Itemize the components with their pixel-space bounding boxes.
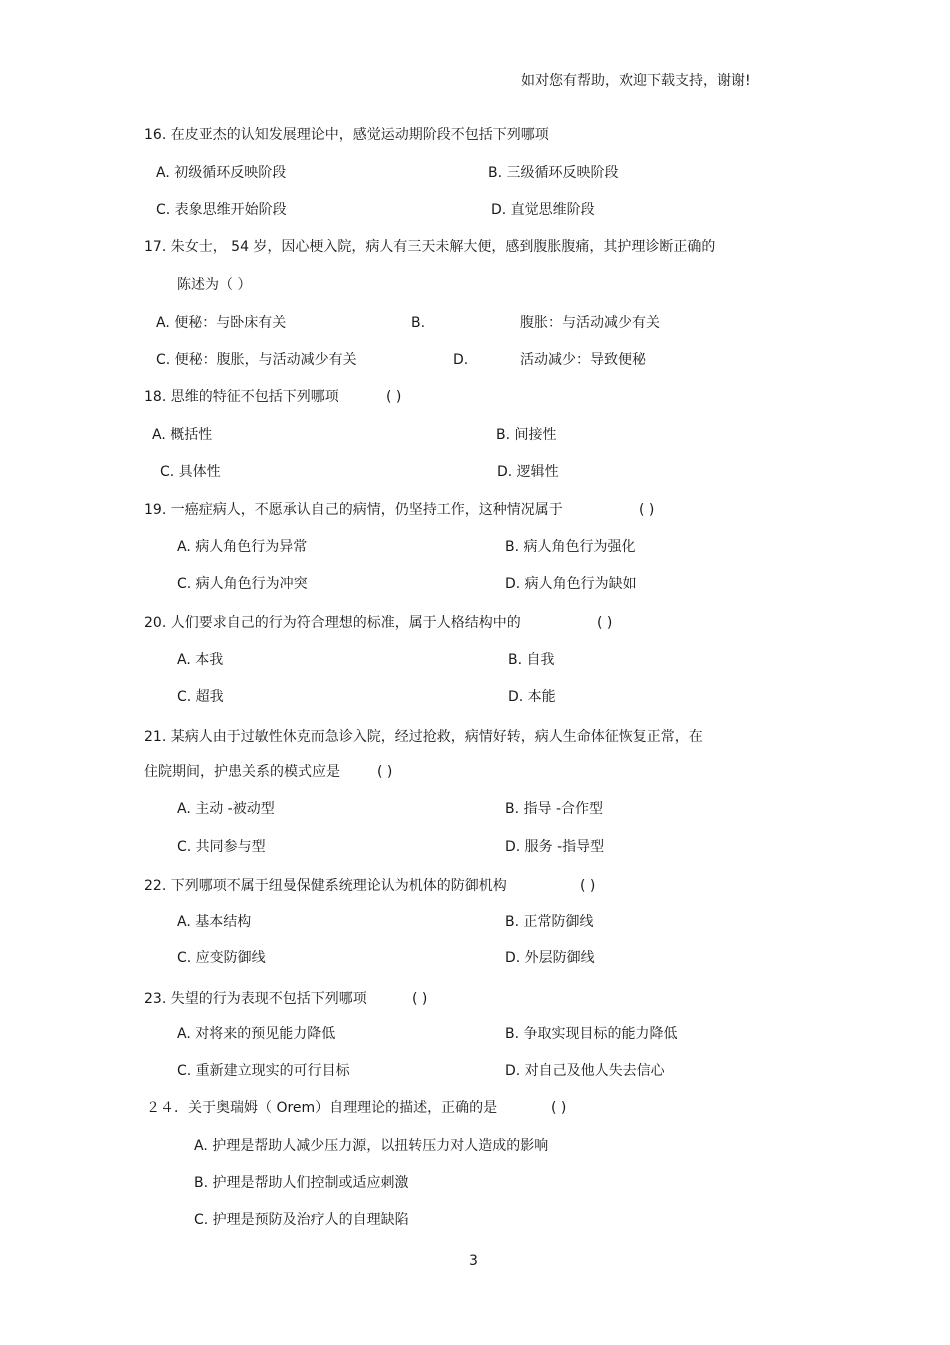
option-d: D. 外层防御线 [505, 950, 595, 966]
option-b-letter: B. [411, 315, 426, 331]
answer-blank: ( ) [597, 615, 613, 631]
page-number: 3 [469, 1253, 478, 1269]
option-b: B. 正常防御线 [505, 914, 594, 930]
option-b: B. 指导 -合作型 [505, 801, 604, 817]
answer-blank: ( ) [551, 1100, 567, 1116]
option-c: C. 应变防御线 [177, 950, 266, 966]
option-b: B. 护理是帮助人们控制或适应刺激 [194, 1175, 409, 1191]
option-b: B. 争取实现目标的能力降低 [505, 1026, 678, 1042]
option-a: A. 对将来的预见能力降低 [177, 1026, 336, 1042]
option-d: D. 服务 -指导型 [505, 839, 605, 855]
option-c: C. 重新建立现实的可行目标 [177, 1063, 350, 1079]
option-c: C. 超我 [177, 689, 224, 705]
option-b: 腹胀：与活动减少有关 [520, 315, 660, 331]
option-a: A. 病人角色行为异常 [177, 539, 308, 555]
question-stem-continued: 陈述为（ ） [177, 277, 252, 293]
option-d: 活动减少：导致便秘 [520, 352, 646, 368]
option-c: C. 病人角色行为冲突 [177, 576, 308, 592]
question-stem: 21. 某病人由于过敏性休克而急诊入院，经过抢救，病情好转，病人生命体征恢复正常，在 [144, 729, 703, 745]
option-c: C. 共同参与型 [177, 839, 266, 855]
option-d: D. 对自己及他人失去信心 [505, 1063, 665, 1079]
option-d-letter: D. [453, 352, 469, 368]
option-d: D. 直觉思维阶段 [491, 202, 595, 218]
question-stem: ２４．关于奥瑞姆（ Orem）自理理论的描述，正确的是 [146, 1100, 498, 1116]
answer-blank: ( ) [639, 502, 655, 518]
option-a: A. 概括性 [152, 427, 213, 443]
question-stem: 19. 一癌症病人，不愿承认自己的病情，仍坚持工作，这种情况属于 [144, 502, 563, 518]
question-stem: 22. 下列哪项不属于纽曼保健系统理论认为机体的防御机构 [144, 878, 507, 894]
question-stem: 18. 思维的特征不包括下列哪项 [144, 389, 339, 405]
answer-blank: ( ) [377, 764, 393, 780]
option-a: A. 便秘：与卧床有关 [156, 315, 287, 331]
answer-blank: ( ) [386, 389, 402, 405]
option-a: A. 基本结构 [177, 914, 252, 930]
header-support-text: 如对您有帮助，欢迎下载支持，谢谢! [521, 73, 751, 89]
option-b: B. 病人角色行为强化 [505, 539, 636, 555]
option-b: B. 三级循环反映阶段 [488, 165, 619, 181]
option-d: D. 病人角色行为缺如 [505, 576, 637, 592]
question-stem: 23. 失望的行为表现不包括下列哪项 [144, 991, 367, 1007]
option-a: A. 护理是帮助人减少压力源，以扭转压力对人造成的影响 [194, 1138, 549, 1154]
option-c: C. 护理是预防及治疗人的自理缺陷 [194, 1212, 409, 1228]
question-stem: 16. 在皮亚杰的认知发展理论中，感觉运动期阶段不包括下列哪项 [144, 127, 549, 143]
option-d: D. 逻辑性 [497, 464, 559, 480]
answer-blank: ( ) [412, 991, 428, 1007]
option-b: B. 间接性 [496, 427, 557, 443]
question-stem: 17. 朱女士， 54 岁，因心梗入院，病人有三天未解大便，感到腹胀腹痛，其护理诊断正确的 [144, 239, 716, 255]
option-d: D. 本能 [508, 689, 556, 705]
option-a: A. 主动 -被动型 [177, 801, 275, 817]
answer-blank: ( ) [580, 878, 596, 894]
option-c: C. 便秘：腹胀，与活动减少有关 [156, 352, 357, 368]
question-stem-continued: 住院期间，护患关系的模式应是 [144, 764, 340, 780]
option-c: C. 具体性 [160, 464, 221, 480]
question-stem: 20. 人们要求自己的行为符合理想的标准，属于人格结构中的 [144, 615, 521, 631]
option-c: C. 表象思维开始阶段 [156, 202, 287, 218]
option-b: B. 自我 [508, 652, 555, 668]
option-a: A. 初级循环反映阶段 [156, 165, 287, 181]
option-a: A. 本我 [177, 652, 224, 668]
